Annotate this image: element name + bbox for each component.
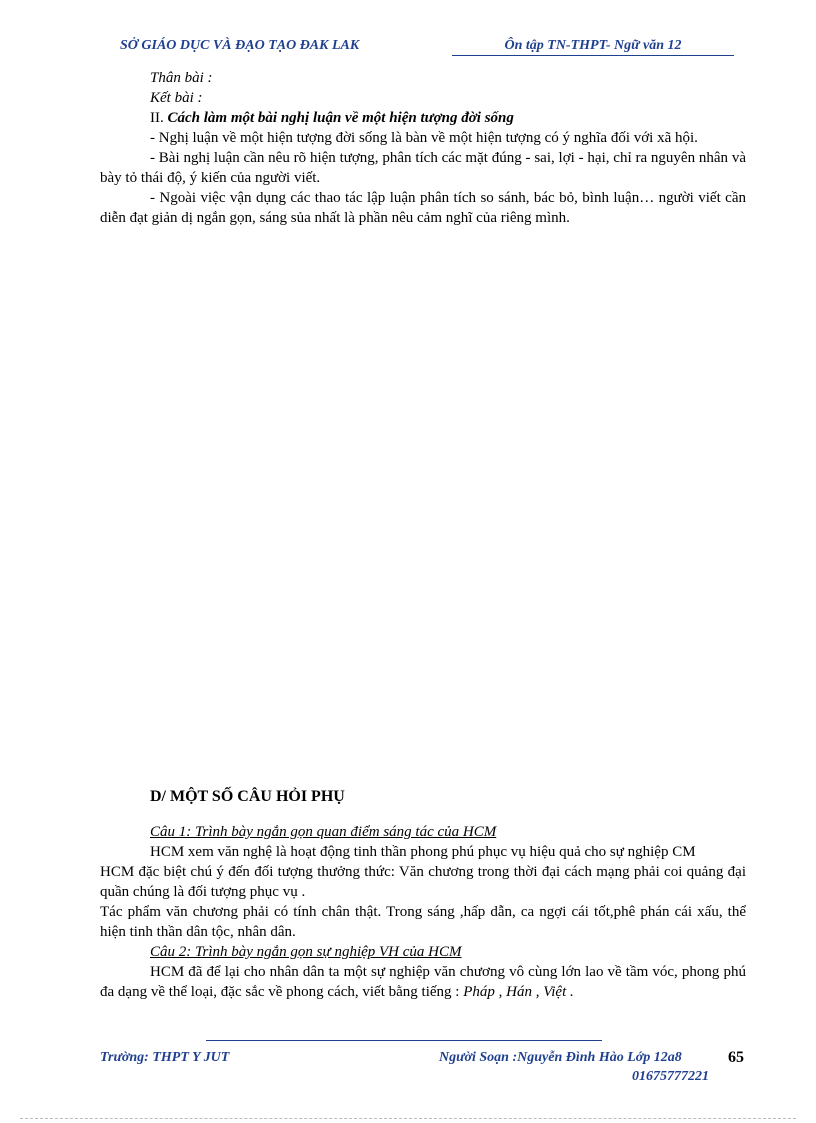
footer-phone: 01675777221 [632, 1069, 709, 1084]
section-d [100, 822, 746, 1002]
question-1: Câu 1: Trình bày ngắn gọn quan điểm sáng tác của HCM [150, 824, 497, 840]
q2-paragraph-1-text: HCM đã để lại cho nhân dân ta một sự nghiệp văn chương vô cùng lớn lao về tầm vóc, phong phú đa dạng về thể loại, đặc sắc về phong cách, viết bằng tiếng : [100, 964, 746, 1000]
section-top [100, 68, 746, 228]
q1-paragraph-1 [100, 842, 746, 862]
header-department: SỞ GIÁO DỤC VÀ ĐẠO TẠO ĐAK LAK [120, 38, 360, 53]
than-bai-label: Thân bài : [150, 70, 213, 86]
footer-author: Người Soạn :Nguyễn Đình Hào Lớp 12a8 [439, 1050, 682, 1065]
q2-paragraph-1 [100, 962, 746, 1002]
question-2: Câu 2: Trình bày ngắn gọn sự nghiệp VH của HCM [150, 944, 462, 960]
footer-school: Trường: THPT Y JUT [100, 1050, 230, 1065]
footer-rule [206, 1040, 602, 1041]
paragraph: - Nghị luận về một hiện tượng đời sống là bàn về một hiện tượng có ý nghĩa đối với xã hội. [150, 130, 698, 146]
section-ii-heading [100, 108, 746, 128]
q2-languages: Pháp , Hán , Việt . [463, 984, 574, 1000]
header-course [452, 38, 734, 56]
section-ii-title: Cách làm một bài nghị luận về một hiện tượng đời sống [167, 110, 514, 126]
header-course-label: Ôn tập TN-THPT- Ngữ văn 12 [504, 38, 682, 53]
paragraph: - Bài nghị luận cần nêu rõ hiện tượng, phân tích các mặt đúng - sai, lợi - hại, chỉ ra nguyên nhân và bày tỏ thái độ, ý kiến của người viết. [100, 150, 746, 186]
section-d-heading: D/ MỘT SỐ CÂU HỎI PHỤ [150, 788, 345, 805]
q1-paragraph-2: HCM đặc biệt chú ý đến đối tượng thưởng thức: Văn chương trong thời đại cách mạng phải coi quảng đại quần chúng là đối tượng phục vụ . [100, 864, 746, 900]
ket-bai-label: Kết bài : [150, 90, 203, 106]
q1-paragraph-3: Tác phẩm văn chương phải có tính chân thật. Trong sáng ,hấp dẫn, ca ngợi cái tốt,phê phán cái xấu, thể hiện tinh thần dân tộc, nhân dân. [100, 904, 746, 940]
q1-paragraph-1-text: HCM xem văn nghệ là hoạt động tinh thần phong phú phục vụ hiệu quả cho sự nghiệp CM [150, 844, 696, 860]
paragraph: - Ngoài việc vận dụng các thao tác lập luận phân tích so sánh, bác bỏ, bình luận… người viết cần diễn đạt giản dị ngắn gọn, sáng sủa nhất là phần nêu cảm nghĩ của riêng mình. [100, 190, 746, 226]
section-ii-roman: II. [150, 110, 168, 126]
page-number: 65 [728, 1049, 744, 1066]
page-bottom-divider [20, 1118, 796, 1119]
